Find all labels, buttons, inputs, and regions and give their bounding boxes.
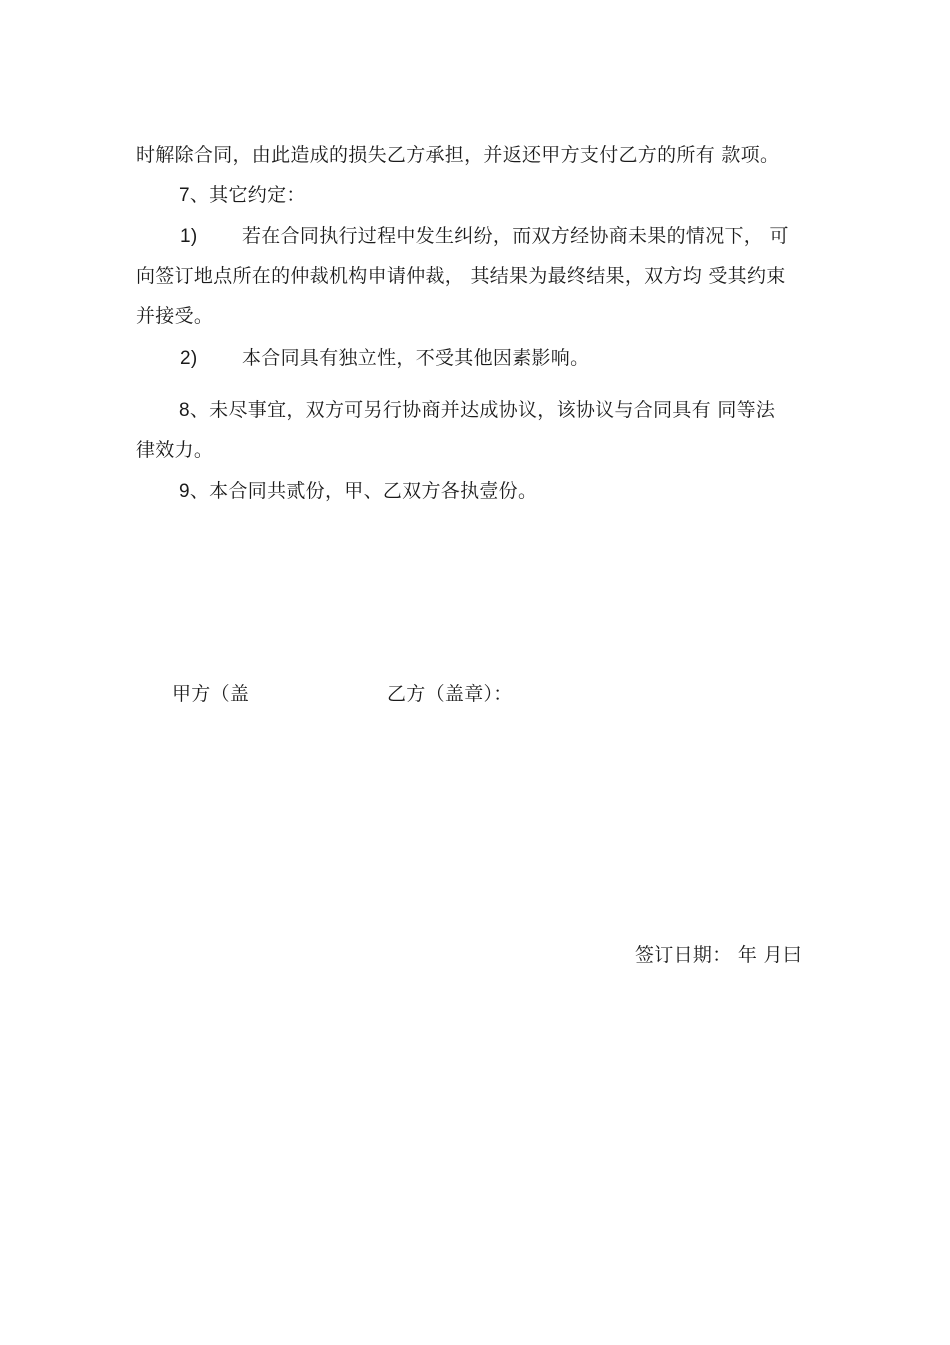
clause-7-item-1-line-3: 并接受。 (136, 305, 214, 327)
clause-7-item-1-line-2: 向签订地点所在的仲裁机构申请仲裁， 其结果为最终结果，双方均 受其约束 (136, 265, 786, 287)
clause-7-heading (179, 182, 306, 209)
clause-8-line-1 (179, 397, 775, 424)
party-b-signature-label: 乙方（盖章）： (387, 683, 513, 705)
clause-8-line-2: 律效力。 (136, 439, 214, 461)
clause-9-text: 、本合同共贰份，甲、乙双方各执壹份。 (189, 480, 538, 502)
clause-7-item-1-line-1 (180, 223, 789, 250)
clause-9-number: 9 (179, 481, 190, 502)
clause-8-number: 8 (179, 400, 190, 421)
clause-7-item-2-line-1 (180, 345, 589, 372)
clause-7-number: 7 (179, 185, 190, 206)
clause-8-text-1: 、未尽事宜，双方可另行协商并达成协议，该协议与合同具有 同等法 (189, 399, 776, 421)
sign-date-label: 签订日期： 年 月曰 (635, 944, 803, 966)
clause-7-item-2-text-1: 本合同具有独立性，不受其他因素影响。 (242, 347, 590, 369)
party-a-signature-label: 甲方（盖 (172, 683, 250, 705)
clause-7-title: 、其它约定： (189, 184, 306, 206)
clause-7-item-1-text-1: 若在合同执行过程中发生纠纷，而双方经协商未果的情况下， 可 (242, 225, 789, 247)
clause-9-line (179, 478, 537, 505)
clause-7-item-1-number: 1) (180, 226, 198, 247)
clause-7-item-2-number: 2) (180, 348, 198, 369)
continuation-line: 时解除合同，由此造成的损失乙方承担，并返还甲方支付乙方的所有 款项。 (136, 144, 780, 166)
